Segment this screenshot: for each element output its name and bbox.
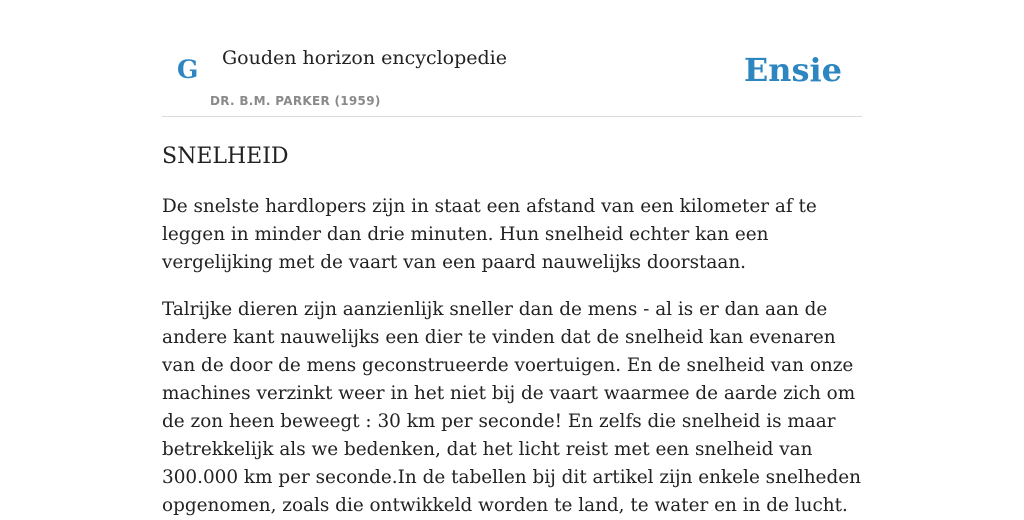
page-content bbox=[162, 0, 862, 520]
source-author: DR. B.M. PARKER (1959) bbox=[210, 94, 381, 108]
entry-paragraph-2: Talrijke dieren zijn aanzienlijk sneller dan de mens - al is er dan aan de andere kant nauwelijks een dier te vinden dat de snelheid kan evenaren van de door de mens geconstrueerde voertuigen. En de snelheid van onze machines verzinkt weer in het niet bij de vaart waarmee de aarde zich om de zon heen beweegt : 30 km per seconde! En zelfs die snelheid is maar betrekkelijk als we bedenken, dat het licht reist met een snelheid van 300.000 km per seconde.In de tabellen bij dit artikel zijn enkele snelheden opgenomen, zoals die ontwikkeld worden te land, te water en in de lucht. bbox=[162, 299, 861, 516]
source-title-link[interactable]: Gouden horizon encyclopedie bbox=[222, 47, 507, 69]
entry-title: SNELHEID bbox=[162, 144, 289, 169]
source-logo[interactable]: G bbox=[177, 55, 199, 84]
source-header bbox=[162, 0, 862, 117]
brand-logo[interactable]: Ensie bbox=[743, 51, 842, 89]
entry-paragraph-1: De snelste hardlopers zijn in staat een afstand van een kilometer af te leggen in minder dan drie minuten. Hun snelheid echter kan een vergelijking met de vaart van een paard nauwelijks doorstaan. bbox=[162, 196, 817, 273]
